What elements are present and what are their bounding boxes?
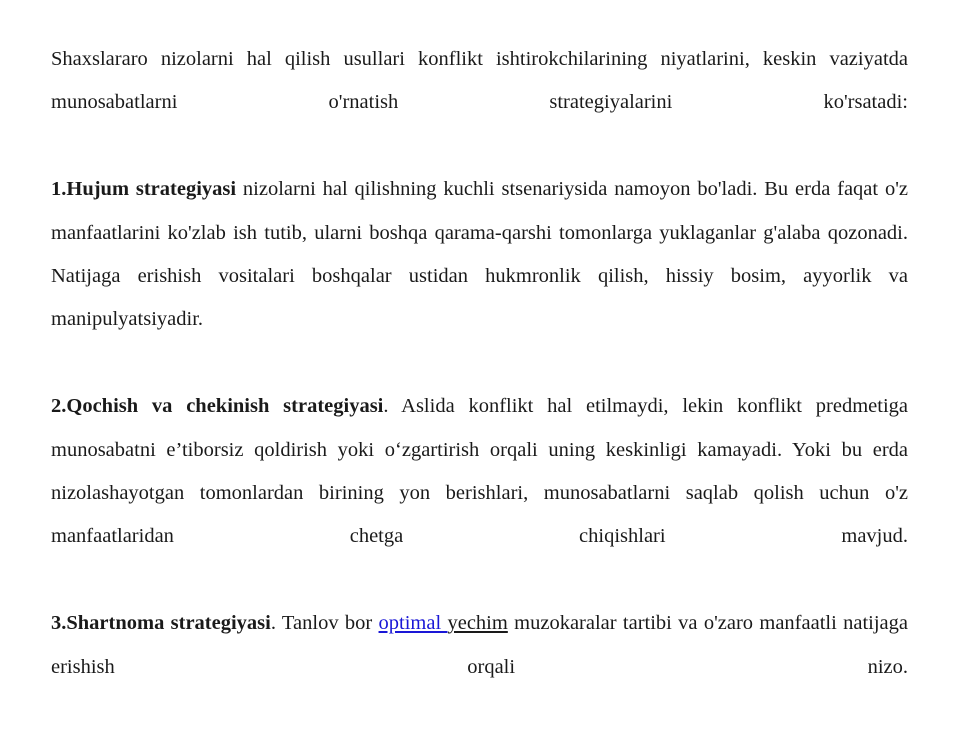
yechim-underlined-text[interactable]: yechim	[447, 612, 508, 635]
strategy-3-heading: 3.Shartnoma strategiyasi	[51, 612, 271, 635]
strategy-2-heading: 2.Qochish va chekinish strategiyasi	[51, 395, 384, 418]
paragraph-intro-text: Shaxslararo nizolarni hal qilish usullari konflikt ishtirokchilarining niyatlarini, keskin vaziyatda munosabatlarni o'rnatish strategiyalarini ko'rsatadi:	[51, 48, 908, 114]
strategy-1-heading: 1.Hujum strategiyasi	[51, 178, 237, 201]
paragraph-intro	[51, 38, 908, 168]
strategy-3-text-after-link: muzokaralar tartibi va o'zaro manfaatli natijaga erishish orqali nizo.	[51, 612, 908, 678]
document-body	[51, 38, 908, 733]
optimal-hyperlink[interactable]: optimal	[378, 612, 448, 635]
strategy-1-text: nizolarni hal qilishning kuchli stsenariysida namoyon bo'ladi. Bu erda faqat o'z manfaatlarini ko'zlab ish tutib, ularni boshqa qarama-qarshi tomonlarga yuklaganlar g'alaba qozonadi. Natijaga erishish vositalari boshqalar ustidan hukmronlik qilish, hissiy bosim, ayyorlik va manipulyatsiyadir.	[51, 178, 908, 331]
strategy-3-text-before-link: . Tanlov bor	[270, 612, 379, 635]
strategy-2-text: . Aslida konflikt hal etilmaydi, lekin konflikt predmetiga munosabatni e’tiborsiz qoldirish yoki o‘zgartirish orqali uning keskinligi kamayadi. Yoki bu erda nizolashayotgan tomonlardan birining yon berishlari, munosabatlarni saqlab qolish uchun o'z manfaatlaridan chetga chiqishlari mavjud.	[51, 395, 908, 548]
paragraph-strategy-3	[51, 602, 908, 732]
paragraph-strategy-2	[51, 385, 908, 602]
paragraph-strategy-1	[51, 168, 908, 385]
